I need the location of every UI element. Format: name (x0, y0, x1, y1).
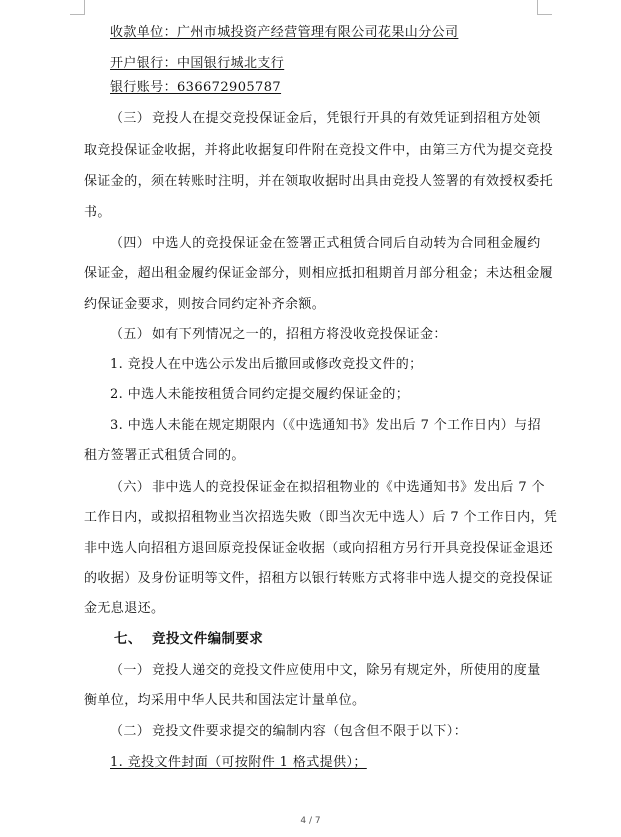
section-5-item-1: 1. 竞投人在中选公示发出后撤回或修改竞投文件的； (110, 357, 423, 372)
page-number: 4 / 7 (300, 816, 321, 826)
section-4-label: （四） (110, 236, 151, 251)
section-3-label: （三） (110, 111, 151, 126)
account-line: 银行账号：636672905787 (110, 80, 282, 95)
section-4-line-1 (110, 235, 544, 253)
list-item-1: 1. 竞投文件封面（可按附件 1 格式提供）； (110, 755, 367, 770)
subsection-1-label: （一） (110, 663, 151, 678)
bank-line: 开户银行：中国银行城北支行 (110, 56, 285, 71)
section-5-item-3-line-2: 租方签署正式租赁合同的。 (84, 448, 245, 463)
subsection-1-line-2: 衡单位，均采用中华人民共和国法定计量单位。 (84, 693, 366, 708)
payee-line: 收款单位：广州市城投资产经营管理有限公司花果山分公司 (110, 25, 459, 40)
section-6-line-5: 金无息退还。 (84, 601, 165, 616)
subsection-1-line-1 (110, 662, 544, 680)
section-3-line-4: 书。 (84, 205, 111, 220)
section-4-line-3: 约保证金要求，则按合同约定补齐余额。 (84, 297, 326, 312)
section-heading-7-title: 竞投文件编制要求 (152, 631, 264, 647)
subsection-1-text-1: 竞投人递交的竞投文件应使用中文，除另有规定外，所使用的度量 (152, 663, 541, 678)
section-3-line-1 (110, 110, 544, 128)
section-6-line-4: 的收据）及身份证明等文件，招租方以银行转账方式将非中选人提交的竞投保证 (84, 571, 554, 586)
section-3-line-3: 保证金的，须在转账时注明，并在领取收据时出具由竞投人签署的有效授权委托 (84, 174, 554, 189)
section-5-text-1: 如有下列情况之一的，招租方将没收竞投保证金： (152, 327, 447, 342)
subsection-2-label: （二） (110, 724, 151, 739)
subsection-2-line-1 (110, 723, 544, 741)
section-5-item-3-line-1: 3. 中选人未能在规定期限内（《中选通知书》发出后 7 个工作日内）与招 (110, 418, 541, 433)
section-5-line-1 (110, 326, 544, 344)
section-6-line-2: 工作日内，或拟招租物业当次招选失败（即当次无中选人）后 7 个工作日内，凭 (84, 510, 558, 525)
section-6-text-1: 非中选人的竞投保证金在拟招租物业的《中选通知书》发出后 7 个 (152, 480, 545, 495)
section-heading-7 (114, 630, 574, 648)
section-3-text-1: 竞投人在提交竞投保证金后，凭银行开具的有效凭证到招租方处领 (152, 111, 541, 126)
section-4-line-2: 保证金，超出租金履约保证金部分，则相应抵扣租期首月部分租金；未达租金履 (84, 266, 554, 281)
section-6-line-3: 非中选人向招租方退回原竞投保证金收据（或向招租方另行开具竞投保证金退还 (84, 541, 554, 556)
section-5-label: （五） (110, 327, 151, 342)
section-heading-7-number: 七、 (114, 631, 142, 647)
section-3-line-2: 取竞投保证金收据，并将此收据复印件附在竞投文件中，由第三方代为提交竞投 (84, 143, 554, 158)
section-6-label: （六） (110, 480, 151, 495)
section-5-item-2: 2. 中选人未能按租赁合同约定提交履约保证金的； (110, 387, 410, 402)
section-4-text-1: 中选人的竞投保证金在签署正式租赁合同后自动转为合同租金履约 (152, 236, 541, 251)
section-6-line-1 (110, 479, 544, 497)
subsection-2-text-1: 竞投文件要求提交的编制内容（包含但不限于以下）： (152, 724, 468, 739)
